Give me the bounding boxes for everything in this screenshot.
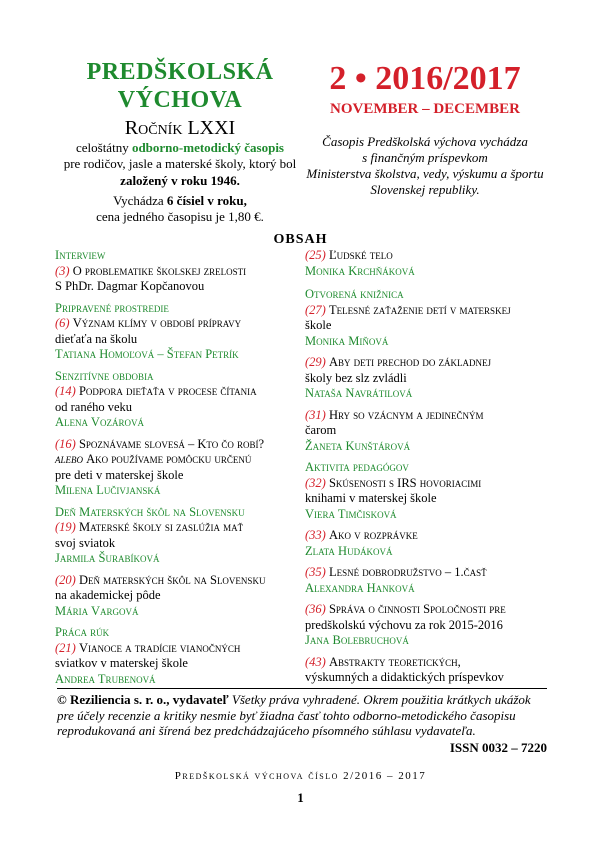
publisher-name: © Reziliencia s. r. o., vydavateľ bbox=[57, 692, 229, 707]
article-title: Telesné zaťaženie detí v materskej bbox=[328, 302, 511, 317]
toc-entry bbox=[305, 248, 550, 264]
issue-number: 2 • 2016/2017 bbox=[329, 60, 521, 97]
article-author: Alena Vozárová bbox=[55, 415, 144, 429]
page-ref: (16) bbox=[55, 436, 76, 451]
issue-months: NOVEMBER – DECEMBER bbox=[329, 101, 520, 117]
article-author: Nataša Navrátilová bbox=[305, 386, 413, 400]
journal-title-line1: PREDŠKOLSKÁ bbox=[86, 59, 274, 85]
article-author: Alexandra Hanková bbox=[305, 580, 415, 595]
contents-title: OBSAH bbox=[273, 232, 328, 247]
article-title-cont: predškolskú výchovu za rok 2015-2016 bbox=[305, 617, 503, 632]
article-author: Monika Miňová bbox=[305, 333, 389, 348]
article-author: Jana Bolebruchová bbox=[305, 633, 409, 647]
article-title: Ako používame pomôcku určenú bbox=[86, 452, 252, 466]
page-ref: (32) bbox=[305, 475, 326, 490]
journal-title-line2: VÝCHOVA bbox=[117, 87, 243, 113]
page-ref: (35) bbox=[305, 565, 326, 579]
page-ref: (43) bbox=[305, 654, 326, 669]
page-ref: (14) bbox=[55, 384, 76, 398]
article-title: Aby deti prechod do základnej bbox=[328, 355, 491, 369]
article-title-cont bbox=[55, 452, 300, 468]
article-title-cont: knihami v materskej škole bbox=[305, 491, 437, 505]
article-author: Andrea Trubenová bbox=[55, 671, 156, 686]
toc-entry bbox=[305, 355, 550, 371]
section-heading: Pripravené prostredie bbox=[55, 300, 169, 315]
article-title-cont: čarom bbox=[305, 423, 337, 437]
issue-info bbox=[305, 60, 545, 198]
article-author: Zlata Hudáková bbox=[305, 543, 393, 558]
section-heading: Aktivita pedagógov bbox=[305, 460, 409, 474]
divider bbox=[57, 688, 547, 689]
description-text: celoštátny bbox=[75, 140, 129, 155]
article-title: Deň materských škôl na Slovensku bbox=[78, 572, 266, 587]
toc-entry bbox=[55, 384, 300, 400]
toc-entry bbox=[55, 520, 300, 536]
volume-label: Ročník LXXI bbox=[124, 117, 236, 139]
article-author: Žaneta Kunštárová bbox=[305, 438, 411, 453]
section-heading: Interview bbox=[55, 248, 106, 262]
page-ref: (33) bbox=[305, 528, 326, 542]
article-title-cont: sviatkov v materskej škole bbox=[55, 656, 188, 670]
toc-entry bbox=[305, 303, 550, 319]
sponsor-note bbox=[305, 134, 545, 198]
rights-text: Všetky práva vyhradené. Okrem použitia krátkych ukážok pre účely recenzie a kritiky nesmie byť žiadna časť tohto odborno-metodického časopisu reprodukovaná ani šírená bez predchádzajúceho písomného súhlasu vydavateľa. bbox=[57, 692, 531, 738]
running-footer: Predškolská výchova číslo 2/2016 – 2017 bbox=[174, 770, 427, 782]
contents-left-column bbox=[55, 248, 300, 687]
description-line1 bbox=[55, 140, 305, 156]
article-author: Monika Krchňáková bbox=[305, 263, 415, 278]
article-title: Správa o činnosti Spoločnosti pre bbox=[328, 602, 506, 616]
masthead bbox=[55, 58, 305, 225]
page-ref: (20) bbox=[55, 572, 76, 587]
copyright-notice bbox=[57, 692, 547, 755]
toc-entry bbox=[55, 264, 300, 280]
article-title-cont: škole bbox=[305, 318, 332, 332]
sponsor-line: Časopis Predškolská výchova vychádza bbox=[322, 134, 528, 149]
article-author: Tatiana Homoľová – Štefan Petrík bbox=[55, 347, 239, 361]
page-ref: (25) bbox=[305, 248, 326, 262]
page-number: 1 bbox=[297, 790, 304, 805]
section-heading: Senzitívne obdobia bbox=[55, 368, 154, 383]
article-title-cont: školy bez slz zvládli bbox=[305, 370, 407, 385]
toc-entry bbox=[305, 655, 550, 671]
article-title-cont: od raného veku bbox=[55, 399, 133, 414]
article-title-cont: pre deti v materskej škole bbox=[55, 467, 184, 482]
article-title: Spoznávame slovesá – Kto čo robí? bbox=[78, 436, 265, 451]
toc-entry bbox=[55, 641, 300, 657]
page-ref: (29) bbox=[305, 355, 326, 369]
article-title: O problematike školskej zrelosti bbox=[72, 263, 247, 278]
issn: ISSN 0032 – 7220 bbox=[449, 739, 547, 755]
article-title: Význam klímy v období prípravy bbox=[72, 316, 242, 330]
frequency-line bbox=[55, 193, 305, 209]
page-ref: (19) bbox=[55, 520, 76, 534]
article-title: Hry so vzácnym a jedinečným bbox=[328, 407, 484, 422]
article-title-cont: dieťaťa na školu bbox=[55, 331, 138, 346]
article-title-cont: S PhDr. Dagmar Kopčanovou bbox=[55, 279, 205, 293]
article-title: Ľudské telo bbox=[328, 248, 393, 262]
toc-entry bbox=[55, 573, 300, 589]
toc-entry bbox=[305, 528, 550, 544]
toc-entry bbox=[305, 408, 550, 424]
article-title-cont: svoj sviatok bbox=[55, 535, 116, 550]
founded-year: založený v roku 1946. bbox=[120, 173, 240, 188]
toc-entry bbox=[305, 602, 550, 618]
alebo-word: alebo bbox=[55, 452, 83, 466]
frequency-text: Vychádza bbox=[113, 193, 164, 208]
article-author: Milena Lučivjanská bbox=[55, 483, 161, 497]
contents-right-column bbox=[305, 248, 550, 686]
article-title: Skúsenosti s IRS hovoriacimi bbox=[328, 475, 482, 490]
price-line: cena jedného časopisu je 1,80 €. bbox=[96, 209, 264, 224]
article-title: Abstrakty teoretických, bbox=[328, 654, 461, 669]
sponsor-line: Ministerstva školstva, vedy, výskumu a športu bbox=[306, 166, 544, 181]
article-author: Mária Vargová bbox=[55, 603, 139, 618]
description-line2: pre rodičov, jasle a materské školy, ktorý bol bbox=[63, 156, 297, 171]
toc-entry bbox=[305, 476, 550, 492]
toc-entry bbox=[55, 437, 300, 453]
page-ref: (27) bbox=[305, 302, 326, 317]
page-ref: (3) bbox=[55, 263, 70, 278]
page-ref: (31) bbox=[305, 407, 326, 422]
article-title: Materské školy si zaslúžia mať bbox=[78, 520, 244, 534]
description-strong: odborno-metodický časopis bbox=[131, 140, 284, 155]
section-heading: Deň Materských škôl na Slovensku bbox=[55, 504, 245, 519]
toc-entry bbox=[305, 565, 550, 581]
article-title: Vianoce a tradície vianočných bbox=[78, 640, 241, 655]
page-ref: (6) bbox=[55, 316, 70, 330]
page-ref: (21) bbox=[55, 640, 76, 655]
article-author: Jarmila Šurabíková bbox=[55, 551, 160, 565]
article-author: Viera Timčisková bbox=[305, 506, 397, 521]
sponsor-line: s finančným príspevkom bbox=[362, 150, 488, 165]
section-heading: Práca rúk bbox=[55, 625, 110, 639]
frequency-strong: 6 čísiel v roku, bbox=[166, 193, 247, 208]
sponsor-line: Slovenskej republiky. bbox=[370, 182, 480, 197]
description-line3 bbox=[55, 173, 305, 189]
article-title: Lesné dobrodružstvo – 1.časť bbox=[328, 565, 487, 579]
article-title-cont: na akademickej pôde bbox=[55, 588, 161, 602]
article-title: Ako v rozprávke bbox=[328, 528, 418, 542]
section-heading: Otvorená knižnica bbox=[305, 287, 404, 301]
toc-entry bbox=[55, 316, 300, 332]
page-ref: (36) bbox=[305, 602, 326, 616]
article-title: Podpora dieťaťa v procese čítania bbox=[78, 384, 257, 398]
article-title-cont: výskumných a didaktických príspevkov bbox=[305, 670, 504, 684]
